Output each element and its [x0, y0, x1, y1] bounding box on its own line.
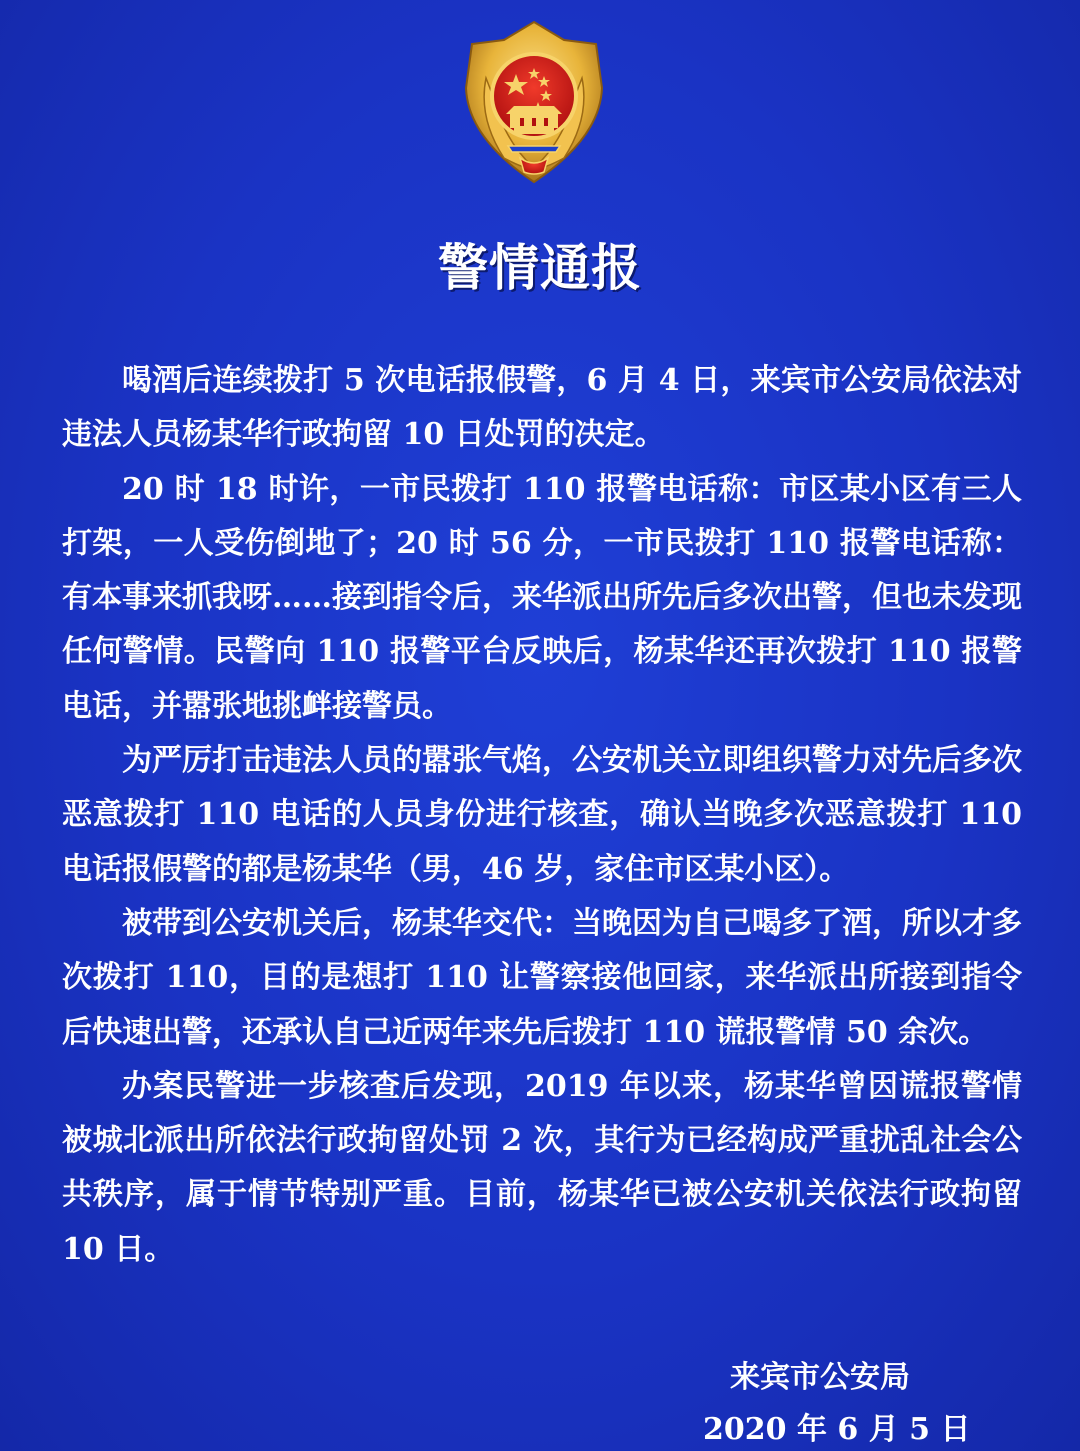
paragraph: 为严厉打击违法人员的嚣张气焰，公安机关立即组织警力对先后多次恶意拨打 110 电话的人员身份进行核查，确认当晚多次恶意拨打 110 电话报假警的都是杨某华（男，46 岁，家住市区某小区）。 — [62, 743, 1022, 887]
signature-date: 2020 年 6 月 5 日 — [703, 1412, 971, 1447]
notice-body — [62, 354, 1022, 1277]
notice-title: 警情通报 — [438, 239, 642, 297]
paragraph: 办案民警进一步核查后发现，2019 年以来，杨某华曾因谎报警情被城北派出所依法行政拘留处罚 2 次，其行为已经构成严重扰乱社会公共秩序，属于情节特别严重。目前，杨某华已被公安机关依法行政拘留 10 日。 — [62, 1068, 1022, 1267]
paragraph: 20 时 18 时许，一市民拨打 110 报警电话称：市区某小区有三人打架，一人受伤倒地了；20 时 56 分，一市民拨打 110 报警电话称：有本事来抓我呀……接到指令后，来华派出所先后多次出警，但也未发现任何警情。民警向 110 报警平台反映后，杨某华还再次拨打 110 报警电话，并嚣张地挑衅接警员。 — [62, 471, 1022, 724]
police-emblem-icon — [456, 18, 612, 186]
signature-org: 来宾市公安局 — [730, 1360, 910, 1395]
paragraph: 喝酒后连续拨打 5 次电话报假警，6 月 4 日，来宾市公安局依法对违法人员杨某华行政拘留 10 日处罚的决定。 — [62, 363, 1022, 453]
paragraph: 被带到公安机关后，杨某华交代：当晚因为自己喝多了酒，所以才多次拨打 110，目的是想打 110 让警察接他回家，来华派出所接到指令后快速出警，还承认自己近两年来先后拨打 110 谎报警情 50 余次。 — [62, 905, 1022, 1050]
